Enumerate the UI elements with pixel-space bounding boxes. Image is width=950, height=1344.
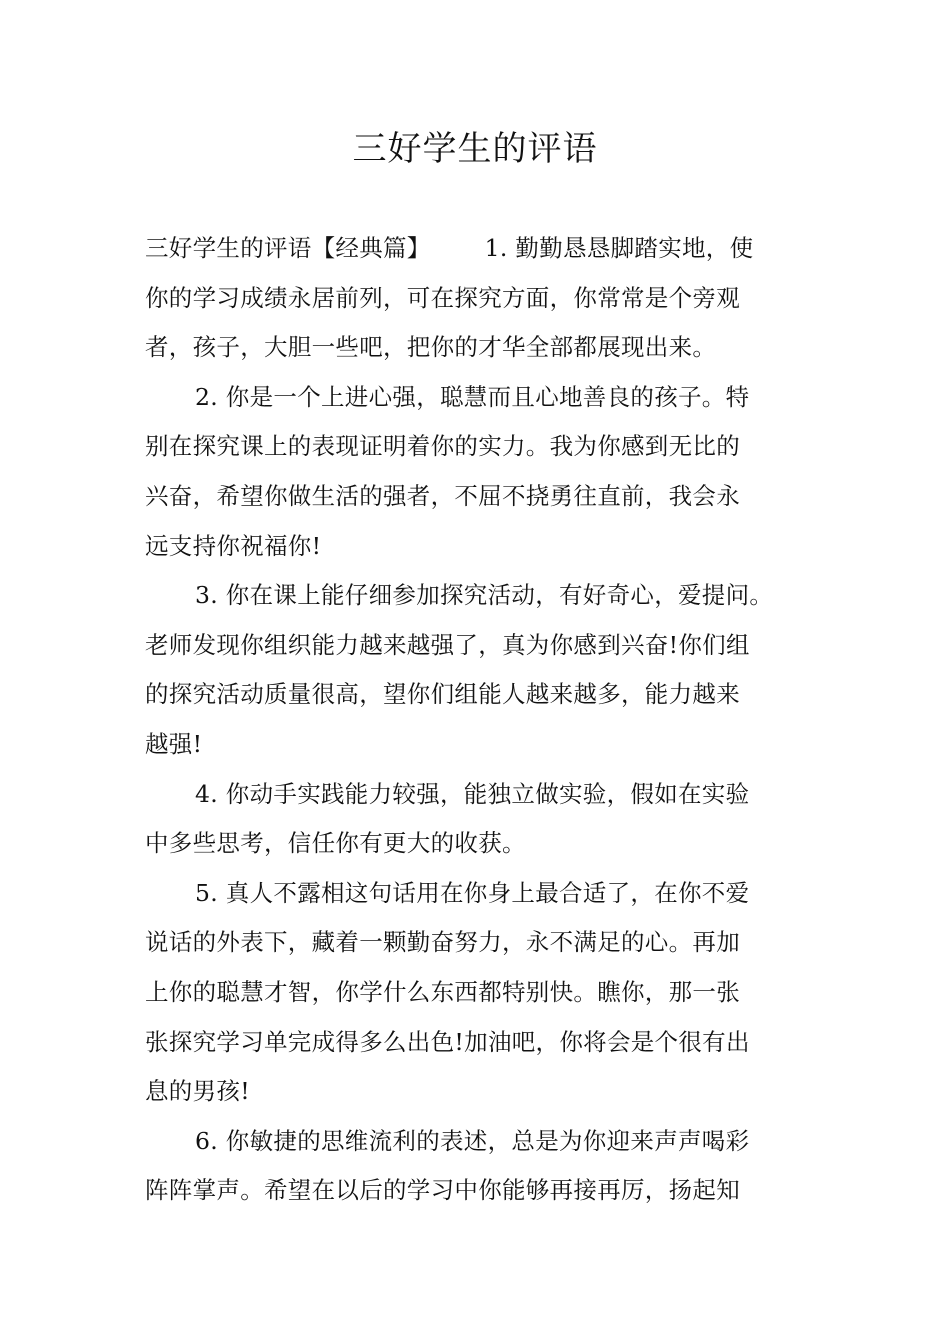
text-line: 上你的聪慧才智，你学什么东西都特别快。瞧你，那一张	[145, 977, 740, 1006]
text-line: 越强!	[145, 729, 203, 758]
page-title: 三好学生的评语	[352, 129, 598, 169]
text-line: 息的男孩!	[145, 1077, 250, 1106]
text-line: 中多些思考，信任你有更大的收获。	[145, 829, 526, 858]
document-body	[145, 224, 825, 1216]
text-line: 的探究活动质量很高，望你们组能人越来越多，能力越来	[145, 680, 740, 709]
text-line: 阵阵掌声。希望在以后的学习中你能够再接再厉，扬起知	[145, 1176, 740, 1205]
paragraph-start-line: 6. 你敏捷的思维流利的表述，总是为你迎来声声喝彩	[195, 1126, 750, 1155]
text-line: 老师发现你组织能力越来越强了，真为你感到兴奋!你们组	[145, 630, 750, 659]
paragraph-start-line: 3. 你在课上能仔细参加探究活动，有好奇心，爱提问。	[195, 581, 774, 610]
paragraph-start-line: 5. 真人不露相这句话用在你身上最合适了，在你不爱	[195, 878, 750, 907]
text-line: 说话的外表下，藏着一颗勤奋努力，永不满足的心。再加	[145, 928, 740, 957]
text-line: 张探究学习单完成得多么出色!加油吧，你将会是个很有出	[145, 1027, 750, 1056]
paragraph-start-line: 2. 你是一个上进心强，聪慧而且心地善良的孩子。特	[195, 382, 750, 411]
text-segment: 1. 勤勤恳恳脚踏实地，使	[484, 234, 754, 262]
text-line: 兴奋，希望你做生活的强者，不屈不挠勇往直前，我会永	[145, 481, 740, 510]
text-line: 者，孩子，大胆一些吧，把你的才华全部都展现出来。	[145, 333, 717, 362]
text-line: 远支持你祝福你!	[145, 531, 322, 560]
paragraph-start-line: 4. 你动手实践能力较强，能独立做实验，假如在实验	[195, 779, 750, 808]
text-line: 别在探究课上的表现证明着你的实力。我为你感到无比的	[145, 432, 740, 461]
section-heading: 三好学生的评语【经典篇】	[145, 234, 431, 262]
text-line: 你的学习成绩永居前列，可在探究方面，你常常是个旁观	[145, 283, 740, 312]
text-line	[145, 224, 825, 274]
